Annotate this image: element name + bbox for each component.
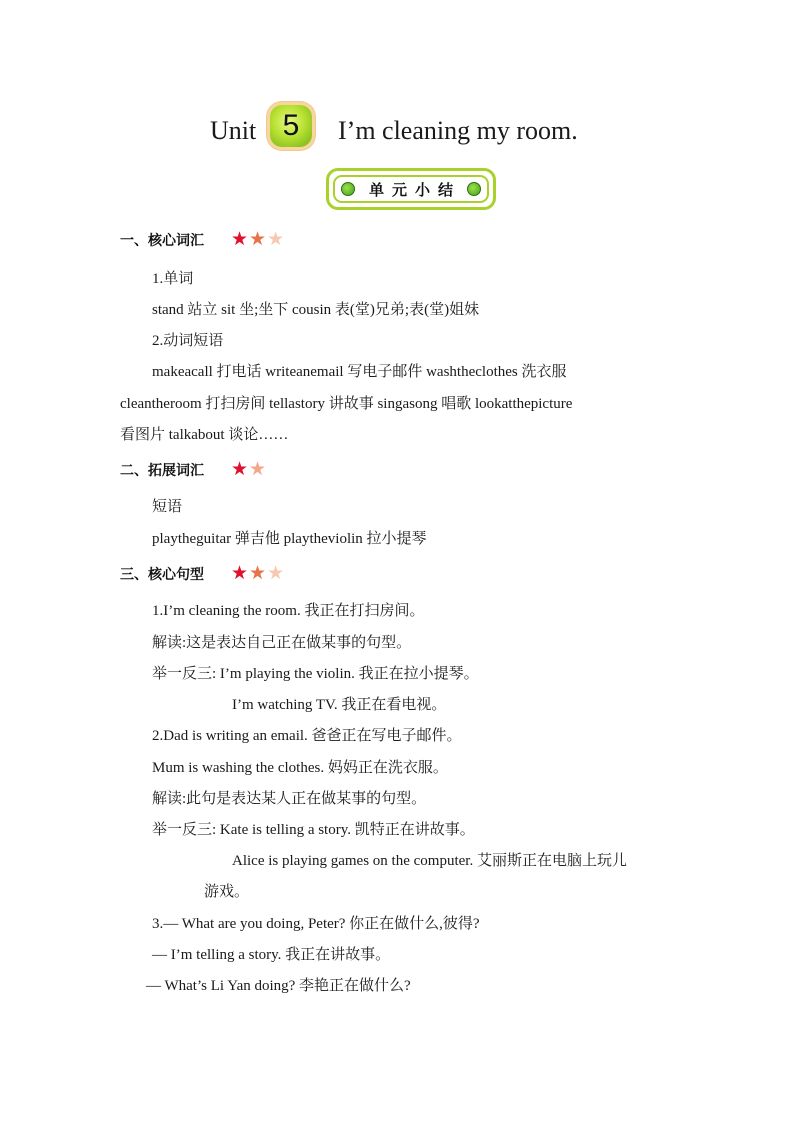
section-heading-core-sentences: 三、核心句型 [120,567,204,583]
text-line: 游戏。 [204,884,250,900]
text-line: 举一反三: I’m playing the violin. 我正在拉小提琴。 [152,666,479,682]
text-line: 1.I’m cleaning the room. 我正在打扫房间。 [152,603,425,619]
text-line: Mum is washing the clothes. 妈妈正在洗衣服。 [152,760,448,776]
text-line: I’m watching TV. 我正在看电视。 [232,697,447,713]
difficulty-stars [231,229,284,249]
text-line: 看图片 talkabout 谈论…… [120,427,289,443]
star-icon: ★ [267,562,285,584]
difficulty-stars [231,459,266,479]
text-line: 2.动词短语 [152,333,224,349]
unit-number-badge [270,105,312,147]
text-line: 2.Dad is writing an email. 爸爸正在写电子邮件。 [152,728,462,744]
difficulty-stars [231,563,284,583]
unit-number: 5 [282,109,300,142]
text-line: — I’m telling a story. 我正在讲故事。 [152,947,391,963]
star-icon: ★ [231,458,249,480]
unit-title [0,102,793,158]
green-dot-icon [467,182,481,196]
star-icon: ★ [249,458,267,480]
section-heading-extended-vocabulary: 二、拓展词汇 [120,463,204,479]
text-line: 3.— What are you doing, Peter? 你正在做什么,彼得? [152,916,480,932]
text-line: — What’s Li Yan doing? 李艳正在做什么? [146,978,411,994]
text-line: 举一反三: Kate is telling a story. 凯特正在讲故事。 [152,822,475,838]
star-icon: ★ [249,562,267,584]
text-line: playtheguitar 弹吉他 playtheviolin 拉小提琴 [152,531,427,547]
text-line: 解读:此句是表达某人正在做某事的句型。 [152,791,427,807]
star-icon: ★ [231,562,249,584]
text-line: 解读:这是表达自己正在做某事的句型。 [152,635,412,651]
unit-label: Unit [210,116,257,145]
summary-badge [326,168,496,210]
green-dot-icon [341,182,355,196]
section-heading-core-vocabulary: 一、核心词汇 [120,233,204,249]
text-line: stand 站立 sit 坐;坐下 cousin 表(堂)兄弟;表(堂)姐妹 [152,302,480,318]
text-line: 1.单词 [152,271,194,287]
summary-badge-label: 单元小结 [368,180,461,199]
text-line: 短语 [152,499,183,515]
text-line: makeacall 打电话 writeanemail 写电子邮件 washtheclothes 洗衣服 [152,364,567,380]
text-line: cleantheroom 打扫房间 tellastory 讲故事 singasong 唱歌 lookatthepicture [120,396,573,412]
star-icon: ★ [267,228,285,250]
star-icon: ★ [249,228,267,250]
star-icon: ★ [231,228,249,250]
unit-title-text: I’m cleaning my room. [338,116,578,145]
text-line: Alice is playing games on the computer. 艾丽斯正在电脑上玩儿 [232,853,627,869]
